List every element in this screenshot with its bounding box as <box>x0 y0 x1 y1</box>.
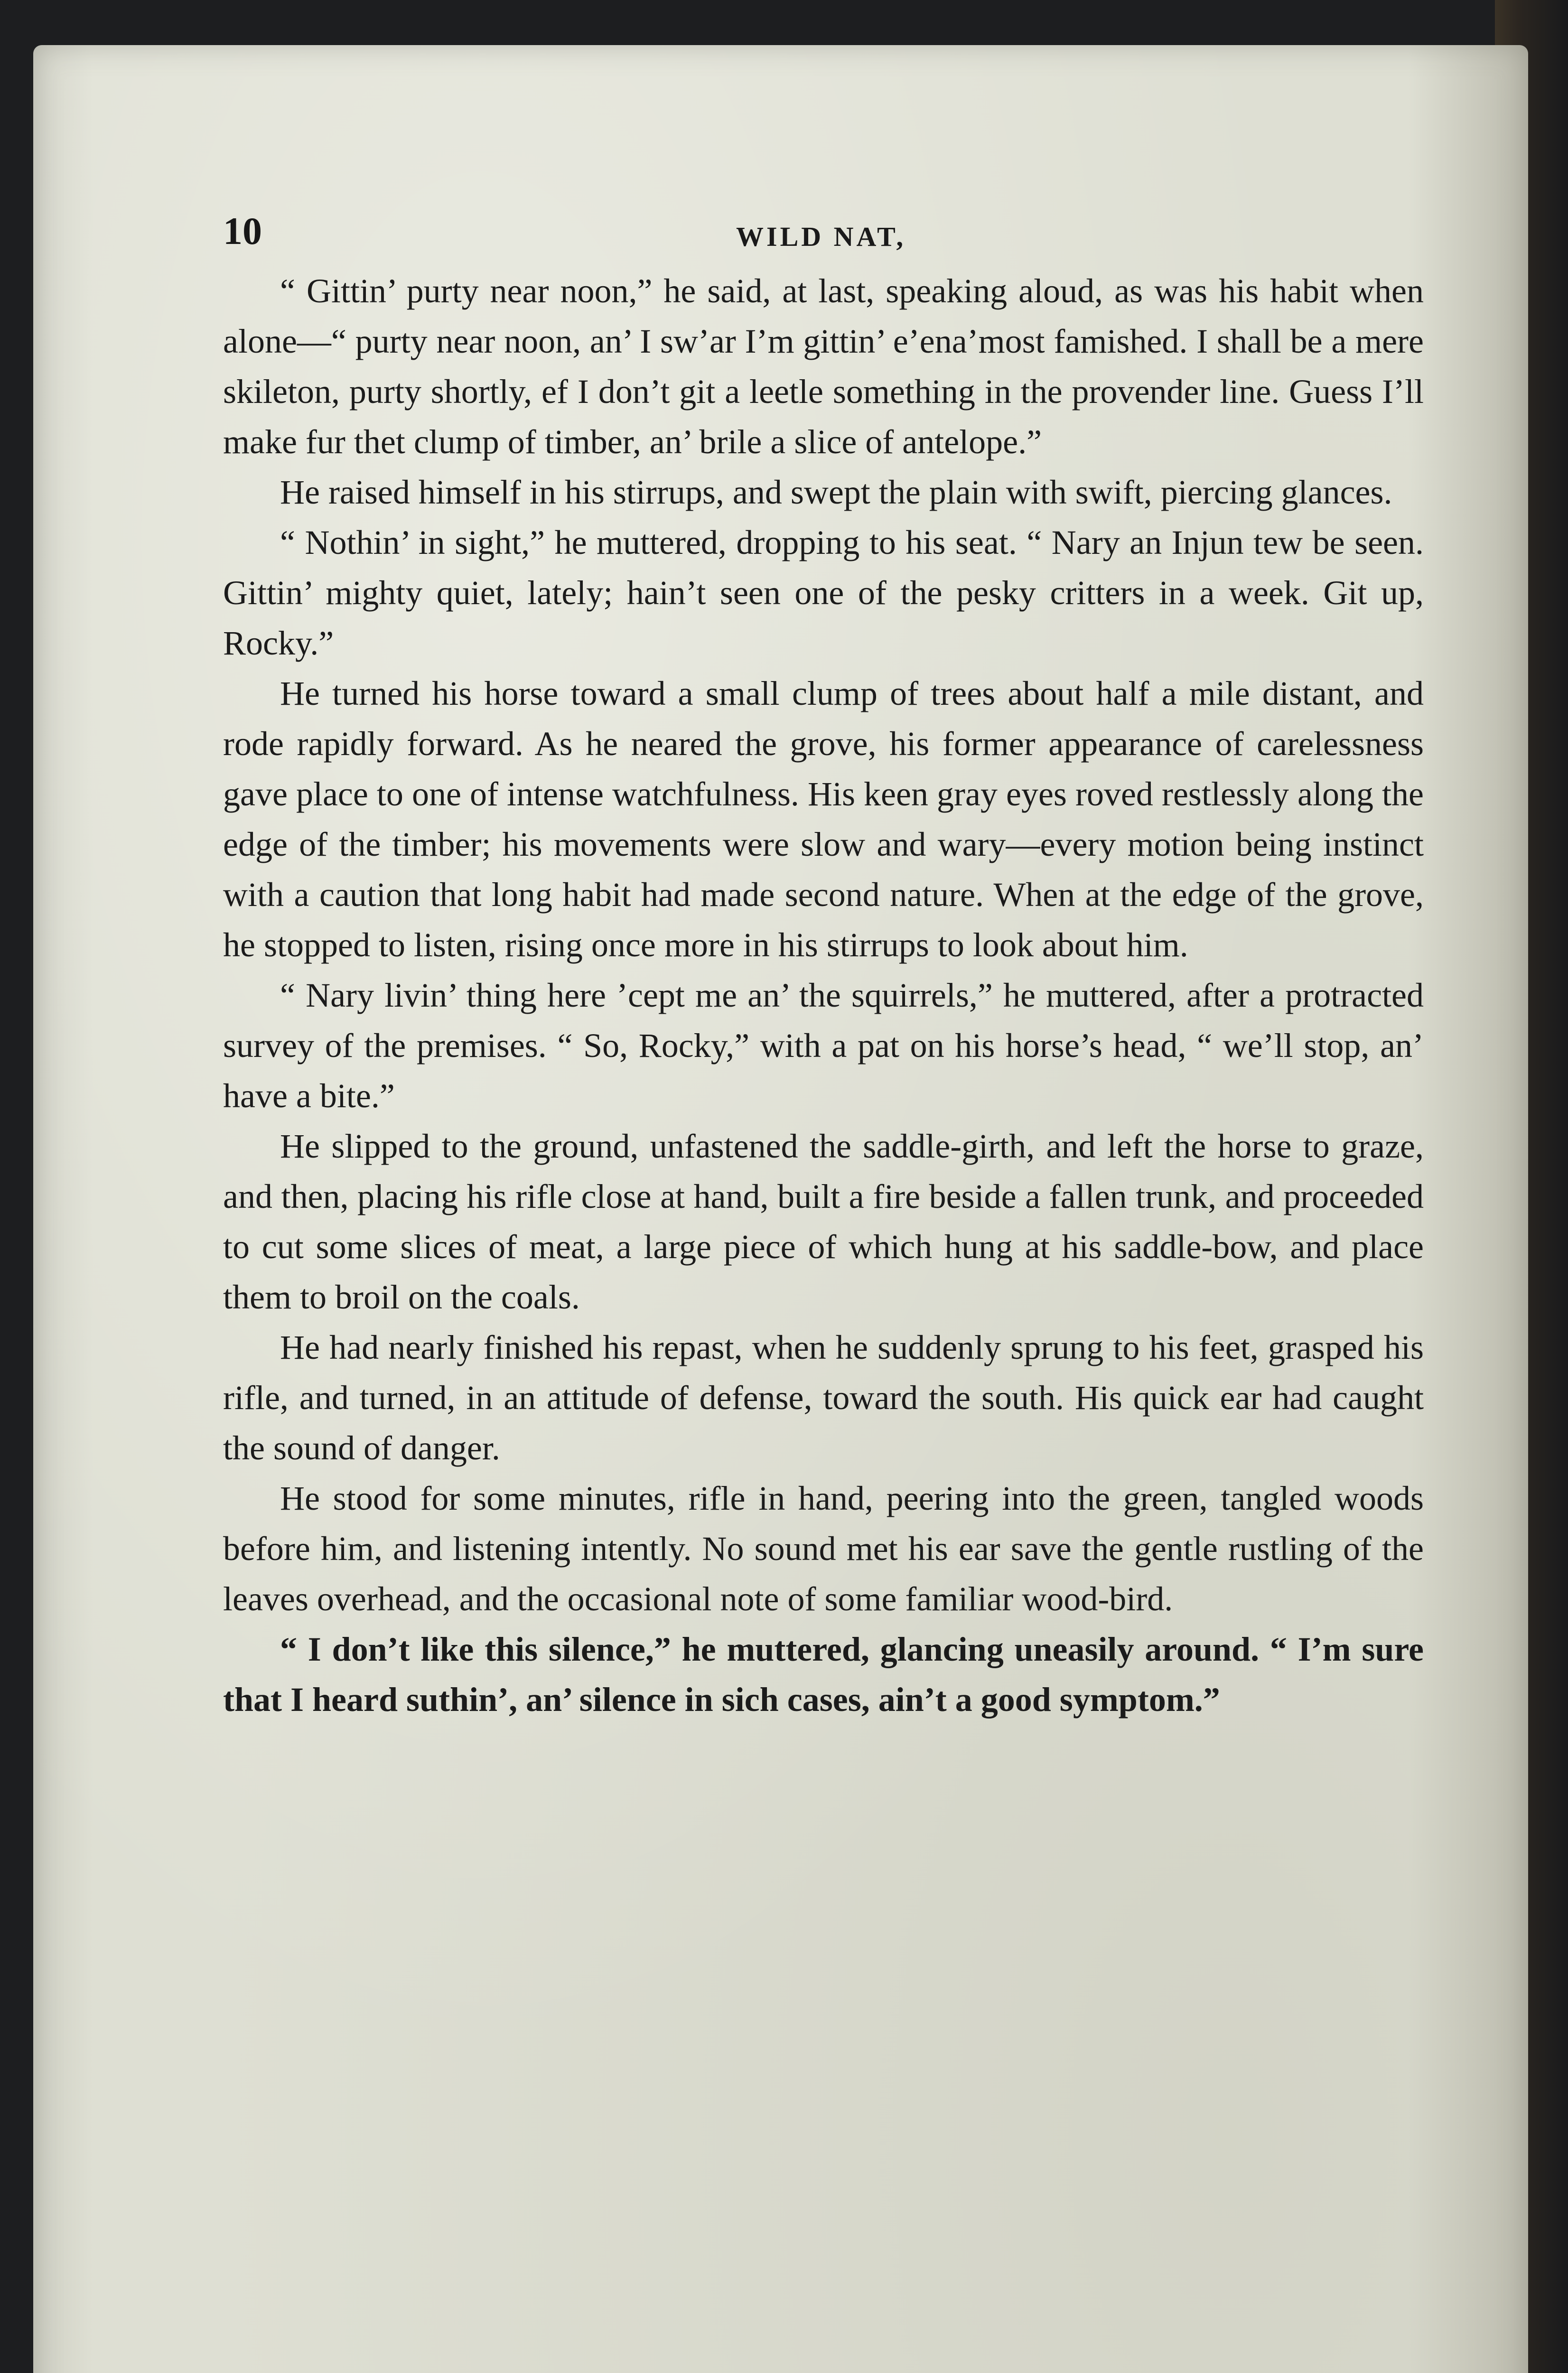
paragraph: “ I don’t like this silence,” he muttered, glancing uneasily around. “ I’m sure that I heard suthin’, an’ silence in sich cases, ain’t a good symptom.” <box>223 1630 1424 1719</box>
paragraph: “ Nothin’ in sight,” he muttered, dropping to his seat. “ Nary an Injun tew be seen. Gittin’ mighty quiet, lately; hain’t seen one of the pesky critters in a week. Git up, Rocky.” <box>223 523 1424 662</box>
paragraph: He turned his horse toward a small clump of trees about half a mile distant, and rode rapidly forward. As he neared the grove, his former appearance of carelessness gave place to one of intense watchfulness. His keen gray eyes roved restlessly along the edge of the timber; his movements were slow and wary—every motion being instinct with a caution that long habit had made second nature. When at the edge of the grove, he stopped to listen, rising once more in his stirrups to look about him. <box>223 674 1424 964</box>
paragraph: He had nearly finished his repast, when he suddenly sprung to his feet, grasped his rifle, and turned, in an attitude of defense, toward the south. His quick ear had caught the sound of danger. <box>223 1328 1424 1467</box>
page-text <box>223 266 1424 1725</box>
paragraph: He raised himself in his stirrups, and swept the plain with swift, piercing glances. <box>280 473 1392 511</box>
page-number: 10 <box>223 209 262 252</box>
paragraph: “ Gittin’ purty near noon,” he said, at last, speaking aloud, as was his habit when alone—“ purty near noon, an’ I sw’ar I’m gittin’ e’ena’most famished. I shall be a mere skileton, purty shortly, ef I don’t git a leetle something in the provender line. Guess I’ll make fur thet clump of timber, an’ brile a slice of antelope.” <box>223 272 1424 461</box>
paragraph: He slipped to the ground, unfastened the saddle-girth, and left the horse to graze, and then, placing his rifle close at hand, built a fire beside a fallen trunk, and proceeded to cut some slices of meat, a large piece of which hung at his saddle-bow, and place them to broil on the coals. <box>223 1127 1424 1316</box>
paragraph: “ Nary livin’ thing here ’cept me an’ the squirrels,” he muttered, after a protracted survey of the premises. “ So, Rocky,” with a pat on his horse’s head, “ we’ll stop, an’ have a bite.” <box>223 976 1424 1115</box>
paragraph: He stood for some minutes, rifle in hand, peering into the green, tangled woods before him, and listening intently. No sound met his ear save the gentle rustling of the leaves overhead, and the occasional note of some familiar wood-bird. <box>223 1479 1424 1618</box>
running-head: WILD NAT, <box>736 221 906 252</box>
